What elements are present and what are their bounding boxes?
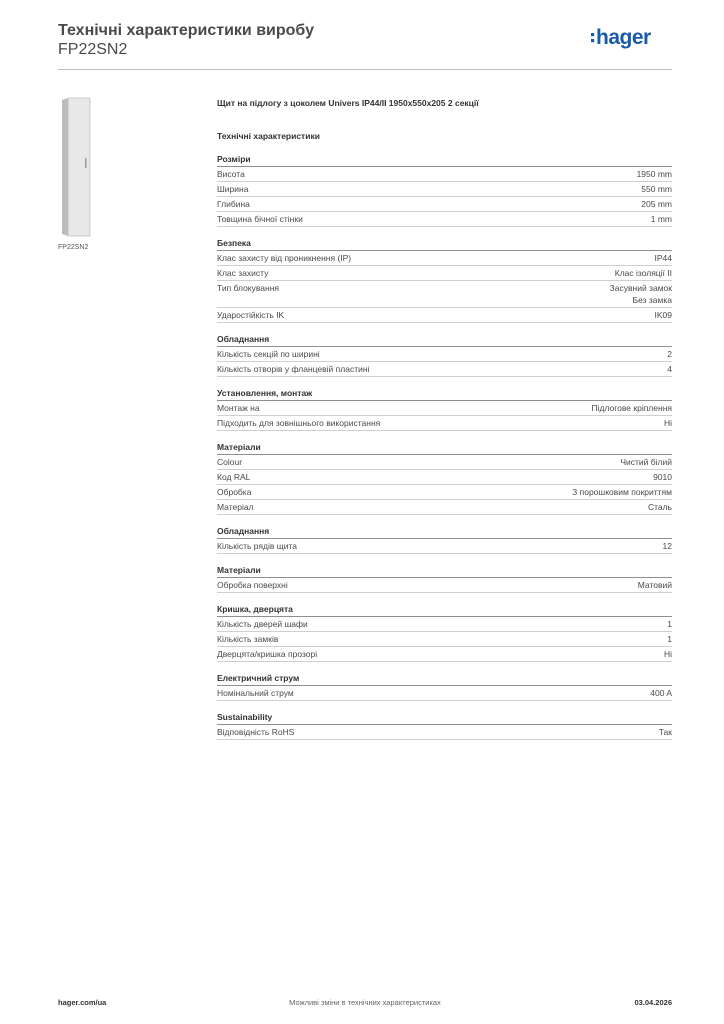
spec-row bbox=[217, 362, 672, 377]
spec-row bbox=[217, 281, 672, 308]
section-title: Sustainability bbox=[217, 711, 672, 725]
spec-value bbox=[638, 579, 672, 591]
spec-row bbox=[217, 485, 672, 500]
spec-row bbox=[217, 308, 672, 323]
spec-label: Ширина bbox=[217, 184, 249, 194]
spec-label: Обробка поверхні bbox=[217, 580, 288, 590]
spec-row bbox=[217, 251, 672, 266]
spec-value-line: 9010 bbox=[653, 472, 672, 482]
spec-value-line: 205 mm bbox=[641, 199, 672, 209]
spec-label: Матеріал bbox=[217, 502, 254, 512]
spec-value-line: Чистий білий bbox=[620, 457, 672, 467]
spec-value-line: 12 bbox=[662, 541, 672, 551]
header-divider bbox=[58, 69, 672, 70]
spec-row bbox=[217, 167, 672, 182]
spec-value bbox=[667, 348, 672, 360]
spec-value bbox=[650, 687, 672, 699]
spec-row bbox=[217, 197, 672, 212]
spec-label: Товщина бічної стінки bbox=[217, 214, 303, 224]
spec-row bbox=[217, 347, 672, 362]
spec-value bbox=[663, 540, 672, 552]
spec-label: Обробка bbox=[217, 487, 252, 497]
spec-row bbox=[217, 266, 672, 281]
spec-heading: Технічні характеристики bbox=[217, 131, 320, 141]
hager-logo bbox=[588, 24, 672, 52]
spec-value bbox=[667, 618, 672, 630]
footer-date: 03.04.2026 bbox=[634, 998, 672, 1007]
spec-value-line: 550 mm bbox=[641, 184, 672, 194]
spec-label: Кількість отворів у фланцевій пластині bbox=[217, 364, 370, 374]
spec-value-line: Засувний замок bbox=[609, 283, 672, 293]
spec-label: Дверцята/кришка прозорі bbox=[217, 649, 318, 659]
footer-note: Можливі зміни в технічних характеристиках bbox=[289, 998, 441, 1007]
page-footer bbox=[58, 998, 672, 1010]
spec-value-line: 2 bbox=[667, 349, 672, 359]
spec-value-line: Без замка bbox=[632, 295, 672, 305]
section-title: Обладнання bbox=[217, 525, 672, 539]
spec-row bbox=[217, 647, 672, 662]
spec-value bbox=[572, 486, 672, 498]
spec-section bbox=[217, 603, 672, 662]
spec-value-line: Матовий bbox=[637, 580, 672, 590]
spec-value bbox=[648, 501, 672, 513]
page-header bbox=[58, 20, 672, 70]
spec-section bbox=[217, 153, 672, 227]
spec-section bbox=[217, 525, 672, 554]
spec-value-line: IP44 bbox=[654, 253, 672, 263]
spec-section bbox=[217, 711, 672, 740]
spec-content bbox=[217, 96, 672, 740]
spec-label: Кількість секцій по ширині bbox=[217, 349, 320, 359]
spec-value bbox=[641, 183, 672, 195]
page-title: Технічні характеристики виробу bbox=[58, 22, 314, 39]
spec-value-line: 1 bbox=[667, 634, 672, 644]
spec-section bbox=[217, 333, 672, 377]
section-title: Безпека bbox=[217, 237, 672, 251]
spec-value-line: 1 mm bbox=[650, 214, 672, 224]
spec-section bbox=[217, 564, 672, 593]
spec-label: Тип блокування bbox=[217, 283, 280, 293]
spec-label: Відповідність RoHS bbox=[217, 727, 295, 737]
spec-value-line: 400 A bbox=[650, 688, 672, 698]
product-image bbox=[58, 96, 203, 238]
spec-row bbox=[217, 500, 672, 515]
spec-label: Кількість рядів щита bbox=[217, 541, 297, 551]
spec-row bbox=[217, 182, 672, 197]
spec-value bbox=[637, 168, 672, 180]
spec-section bbox=[217, 387, 672, 431]
spec-value bbox=[667, 633, 672, 645]
product-name: Щит на підлогу з цоколем Univers IP44/II 1950x550x205 2 секції bbox=[217, 98, 479, 108]
spec-value-line: Ні bbox=[663, 418, 672, 428]
spec-value bbox=[655, 309, 673, 321]
spec-row bbox=[217, 212, 672, 227]
product-code: FP22SN2 bbox=[58, 41, 128, 58]
spec-label: Кількість замків bbox=[217, 634, 279, 644]
spec-label: Colour bbox=[217, 457, 243, 467]
spec-label: Монтаж на bbox=[217, 403, 260, 413]
spec-label: Підходить для зовнішнього використання bbox=[217, 418, 381, 428]
spec-value bbox=[620, 456, 672, 468]
spec-row bbox=[217, 725, 672, 740]
section-title: Електричний струм bbox=[217, 672, 672, 686]
spec-label: Клас захисту від проникнення (IP) bbox=[217, 253, 352, 263]
spec-value-line: Підлогове кріплення bbox=[591, 403, 672, 413]
section-title: Матеріали bbox=[217, 441, 672, 455]
spec-value-line: 1950 mm bbox=[636, 169, 672, 179]
spec-section bbox=[217, 237, 672, 323]
spec-value bbox=[591, 402, 672, 414]
svg-text:hager: hager bbox=[596, 26, 651, 49]
spec-label: Кількість дверей шафи bbox=[217, 619, 308, 629]
spec-value-line: Клас ізоляції II bbox=[614, 268, 672, 278]
section-title: Обладнання bbox=[217, 333, 672, 347]
spec-section bbox=[217, 672, 672, 701]
section-title: Розміри bbox=[217, 153, 672, 167]
spec-value bbox=[653, 471, 672, 483]
spec-row bbox=[217, 455, 672, 470]
spec-value bbox=[641, 198, 672, 210]
spec-row bbox=[217, 632, 672, 647]
spec-value-line: З порошковим покриттям bbox=[572, 487, 672, 497]
spec-value bbox=[655, 252, 673, 264]
spec-row bbox=[217, 401, 672, 416]
spec-value bbox=[651, 213, 672, 225]
spec-row bbox=[217, 416, 672, 431]
spec-label: Номінальний струм bbox=[217, 688, 294, 698]
spec-row bbox=[217, 617, 672, 632]
spec-value bbox=[615, 267, 672, 279]
spec-label: Ударостійкість IK bbox=[217, 310, 285, 320]
spec-label: Код RAL bbox=[217, 472, 251, 482]
image-caption: FP22SN2 bbox=[58, 244, 89, 251]
spec-section bbox=[217, 441, 672, 515]
spec-value-line: Ні bbox=[663, 649, 672, 659]
spec-label: Висота bbox=[217, 169, 245, 179]
footer-website: hager.com/ua bbox=[58, 998, 107, 1007]
spec-label: Глибина bbox=[217, 199, 250, 209]
spec-row bbox=[217, 539, 672, 554]
spec-value bbox=[659, 726, 672, 738]
spec-value bbox=[610, 282, 672, 306]
spec-row bbox=[217, 470, 672, 485]
section-title: Матеріали bbox=[217, 564, 672, 578]
spec-value bbox=[664, 648, 672, 660]
spec-value-line: 1 bbox=[667, 619, 672, 629]
spec-value-line: Так bbox=[658, 727, 672, 737]
spec-row bbox=[217, 578, 672, 593]
section-title: Кришка, дверцята bbox=[217, 603, 672, 617]
spec-value-line: IK09 bbox=[654, 310, 672, 320]
spec-sections bbox=[217, 153, 672, 740]
spec-value bbox=[664, 417, 672, 429]
spec-value-line: Сталь bbox=[647, 502, 672, 512]
spec-value bbox=[667, 363, 672, 375]
spec-value-line: 4 bbox=[667, 364, 672, 374]
section-title: Установлення, монтаж bbox=[217, 387, 672, 401]
spec-row bbox=[217, 686, 672, 701]
spec-label: Клас захисту bbox=[217, 268, 269, 278]
